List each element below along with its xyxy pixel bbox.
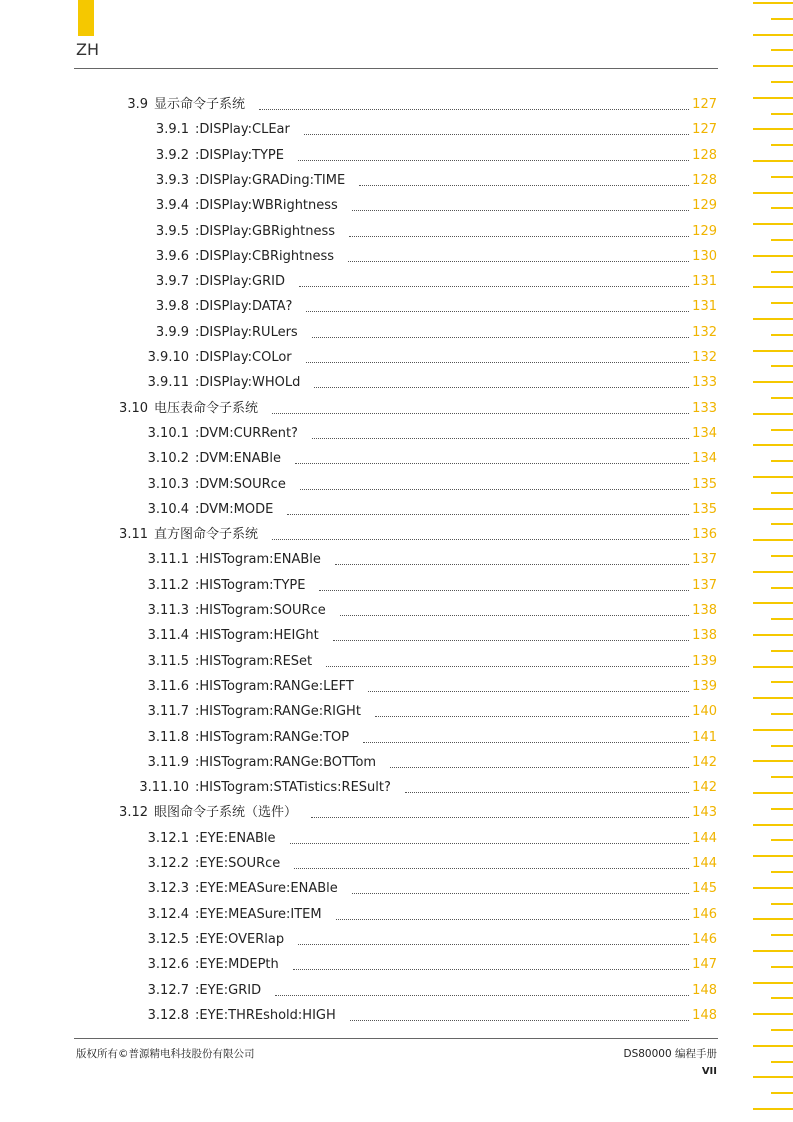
toc-entry[interactable] (0, 369, 717, 391)
ruler-tick (753, 350, 793, 352)
toc-entry-number: 3.12.2 (147, 856, 189, 871)
toc-entry[interactable] (0, 116, 717, 138)
ruler-tick (771, 176, 793, 178)
toc-dot-leader (298, 942, 689, 945)
toc-dot-leader (335, 562, 689, 565)
toc-entry-page: 132 (692, 324, 717, 340)
toc-entry[interactable] (0, 799, 717, 821)
footer-page-number: VII (701, 1066, 717, 1077)
toc-entry-page: 138 (692, 628, 717, 644)
toc-entry-title: :HISTogram:RANGe:BOTTom (195, 754, 377, 770)
toc-entry-title: :DISPlay:DATA? (195, 299, 293, 315)
toc-entry[interactable] (0, 901, 717, 923)
toc-entry-title: :DISPlay:TYPE (195, 147, 284, 163)
toc-entry-page: 140 (692, 704, 717, 720)
ruler-tick (753, 255, 793, 257)
toc-entry-page: 134 (692, 451, 717, 467)
toc-dot-leader (306, 360, 689, 363)
ruler-tick (753, 2, 793, 4)
toc-entry[interactable] (0, 243, 717, 265)
ruler-tick (771, 1061, 793, 1063)
toc-entry[interactable] (0, 622, 717, 644)
toc-entry[interactable] (0, 825, 717, 847)
toc-entry[interactable] (0, 875, 717, 897)
toc-entry-title: :DVM:ENABle (195, 451, 282, 467)
ruler-tick (771, 334, 793, 336)
toc-entry-page: 148 (692, 982, 717, 998)
toc-dot-leader (390, 765, 689, 768)
toc-entry-number: 3.12.5 (147, 931, 189, 947)
toc-entry-number: 3.12.3 (147, 881, 189, 897)
toc-entry-title: :EYE:MDEPth (195, 957, 279, 973)
toc-entry-number: 3.9.7 (155, 274, 189, 290)
toc-entry-page: 143 (692, 805, 717, 821)
ruler-tick (753, 666, 793, 668)
ruler-tick (771, 618, 793, 620)
toc-entry-page: 141 (692, 729, 717, 745)
ruler-tick (753, 792, 793, 794)
ruler-tick (753, 413, 793, 415)
toc-entry-page: 144 (692, 830, 717, 846)
toc-entry-title: :EYE:ENABle (195, 830, 276, 846)
toc-entry-title: :EYE:THREshold:HIGH (195, 1007, 336, 1023)
toc-entry-page: 144 (692, 856, 717, 871)
toc-entry-page: 142 (692, 754, 717, 770)
ruler-tick (753, 824, 793, 826)
toc-entry-title: :HISTogram:SOURce (195, 603, 326, 618)
ruler-tick (753, 65, 793, 67)
ruler-tick (771, 81, 793, 83)
toc-entry[interactable] (0, 445, 717, 467)
ruler-tick (753, 1013, 793, 1015)
ruler-tick (771, 776, 793, 778)
toc-entry-title: :DISPlay:GRID (195, 274, 285, 290)
ruler-tick (753, 318, 793, 320)
ruler-tick (753, 97, 793, 99)
toc-dot-leader (363, 740, 689, 743)
toc-entry-number: 3.10.3 (147, 476, 189, 492)
toc-entry[interactable] (0, 167, 717, 189)
toc-dot-leader (294, 866, 689, 869)
toc-entry-page: 145 (692, 881, 717, 897)
toc-entry-page: 133 (692, 400, 717, 416)
ruler-tick (753, 444, 793, 446)
toc-entry[interactable] (0, 597, 717, 619)
ruler-tick (771, 239, 793, 241)
toc-entry-number: 3.9.11 (147, 375, 189, 391)
toc-entry-page: 137 (692, 577, 717, 593)
toc-entry[interactable] (0, 749, 717, 771)
toc-entry-number: 3.12.1 (147, 830, 189, 846)
toc-entry-number: 3.9.9 (155, 324, 189, 340)
toc-entry[interactable] (0, 698, 717, 720)
toc-entry-number: 3.12.4 (147, 906, 189, 922)
toc-entry-title: :DISPlay:COLor (195, 350, 292, 365)
ruler-tick (771, 871, 793, 873)
toc-entry[interactable] (0, 319, 717, 341)
ruler-tick (753, 508, 793, 510)
toc-entry-number: 3.11.8 (147, 729, 189, 745)
toc-entry-title: :DVM:SOURce (195, 476, 286, 492)
ruler-tick (753, 1045, 793, 1047)
toc-entry-title: :EYE:GRID (195, 982, 262, 998)
toc-entry[interactable] (0, 724, 717, 746)
toc-entry-page: 138 (692, 603, 717, 618)
toc-entry-title: 电压表命令子系统 (154, 400, 259, 416)
ruler-tick (771, 271, 793, 273)
ruler-tick (771, 681, 793, 683)
toc-entry[interactable] (0, 648, 717, 670)
ruler-tick (771, 144, 793, 146)
ruler-tick (753, 729, 793, 731)
toc-entry-page: 129 (692, 198, 717, 214)
ruler-tick (753, 982, 793, 984)
toc-entry-title: 眼图命令子系统（选件） (154, 805, 298, 821)
ruler-tick (771, 207, 793, 209)
toc-entry-page: 132 (692, 350, 717, 365)
toc-entry[interactable] (0, 926, 717, 948)
toc-dot-leader (259, 107, 689, 110)
ruler-tick (771, 839, 793, 841)
toc-entry-number: 3.9.10 (147, 350, 189, 365)
language-tab-marker (78, 0, 94, 36)
side-ruler (745, 0, 793, 1122)
ruler-tick (753, 855, 793, 857)
ruler-tick (771, 934, 793, 936)
toc-entry[interactable] (0, 142, 717, 164)
toc-entry-number: 3.12.7 (147, 982, 189, 998)
toc-dot-leader (314, 385, 689, 388)
ruler-tick (771, 49, 793, 51)
ruler-tick (771, 492, 793, 494)
toc-dot-leader (319, 588, 689, 591)
toc-entry[interactable] (0, 1002, 717, 1024)
ruler-tick (771, 966, 793, 968)
toc-entry-number: 3.10.4 (147, 501, 189, 517)
toc-entry-page: 147 (692, 957, 717, 973)
toc-entry[interactable] (0, 521, 717, 543)
toc-entry-title: :HISTogram:RANGe:RIGHt (195, 704, 361, 720)
toc-dot-leader (300, 487, 689, 490)
toc-entry-title: 显示命令子系统 (154, 97, 246, 112)
ruler-tick (753, 34, 793, 36)
toc-entry-page: 139 (692, 678, 717, 694)
toc-entry-page: 136 (692, 527, 717, 543)
toc-entry-number: 3.10.2 (147, 451, 189, 467)
toc-entry-title: :DISPlay:WHOLd (195, 375, 301, 391)
ruler-tick (753, 286, 793, 288)
ruler-tick (753, 950, 793, 952)
toc-dot-leader (272, 411, 689, 414)
toc-dot-leader (326, 664, 689, 667)
ruler-tick (771, 903, 793, 905)
toc-dot-leader (359, 183, 689, 186)
ruler-tick (771, 745, 793, 747)
toc-entry-page: 129 (692, 223, 717, 239)
ruler-tick (753, 571, 793, 573)
ruler-tick (771, 1092, 793, 1094)
toc-dot-leader (352, 208, 689, 211)
toc-entry-title: :DISPlay:WBRightness (195, 198, 338, 214)
toc-entry-number: 3.9.5 (155, 223, 189, 239)
toc-dot-leader (290, 841, 690, 844)
toc-entry-title: :HISTogram:TYPE (195, 577, 306, 593)
toc-entry-title: :DVM:MODE (195, 501, 274, 517)
toc-dot-leader (312, 335, 689, 338)
ruler-tick (753, 476, 793, 478)
toc-entry-title: :HISTogram:STATistics:RESult? (195, 780, 391, 796)
ruler-tick (771, 650, 793, 652)
toc-entry[interactable] (0, 471, 717, 493)
toc-entry-number: 3.11.4 (147, 628, 189, 644)
toc-entry-page: 142 (692, 780, 717, 796)
toc-entry-page: 128 (692, 172, 717, 188)
toc-entry-number: 3.9.4 (155, 198, 189, 214)
toc-entry[interactable] (0, 395, 717, 417)
toc-entry[interactable] (0, 91, 717, 113)
toc-dot-leader (333, 638, 689, 641)
toc-dot-leader (275, 993, 689, 996)
toc-entry[interactable] (0, 572, 717, 594)
toc-entry-page: 139 (692, 653, 717, 669)
toc-entry-page: 135 (692, 476, 717, 492)
ruler-tick (753, 192, 793, 194)
footer-divider (74, 1038, 718, 1039)
toc-dot-leader (311, 815, 689, 818)
toc-dot-leader (304, 132, 689, 135)
toc-dot-leader (298, 158, 689, 161)
toc-dot-leader (340, 613, 689, 616)
toc-dot-leader (350, 1018, 689, 1021)
toc-entry-title: :EYE:MEASure:ITEM (195, 906, 322, 922)
toc-entry-title: :DISPlay:GRADing:TIME (195, 172, 346, 188)
toc-dot-leader (375, 714, 689, 717)
toc-entry-number: 3.11.2 (147, 577, 189, 593)
ruler-tick (771, 397, 793, 399)
toc-entry-title: :DVM:CURRent? (195, 425, 298, 441)
toc-entry-page: 131 (692, 299, 717, 315)
toc-entry-number: 3.11.6 (147, 678, 189, 694)
toc-entry-number: 3.10.1 (147, 425, 189, 441)
toc-entry[interactable] (0, 673, 717, 695)
toc-entry-number: 3.11.9 (147, 754, 189, 770)
toc-entry-page: 127 (692, 122, 717, 138)
toc-entry-number: 3.9.1 (155, 122, 189, 138)
toc-entry-page: 146 (692, 906, 717, 922)
language-label: ZH (76, 40, 99, 59)
toc-entry-number: 3.11.7 (147, 704, 189, 720)
ruler-tick (753, 1076, 793, 1078)
toc-entry-page: 137 (692, 552, 717, 568)
toc-dot-leader (293, 967, 689, 970)
toc-entry-number: 3.11 (119, 527, 148, 543)
toc-dot-leader (306, 309, 689, 312)
toc-entry-page: 135 (692, 501, 717, 517)
toc-entry[interactable] (0, 977, 717, 999)
ruler-tick (753, 539, 793, 541)
toc-entry-number: 3.12 (119, 805, 148, 821)
ruler-tick (771, 113, 793, 115)
toc-entry-title: :HISTogram:RANGe:LEFT (195, 678, 354, 694)
toc-entry-title: :HISTogram:RANGe:TOP (195, 729, 350, 745)
toc-entry[interactable] (0, 850, 717, 872)
toc-entry-number: 3.11.5 (147, 653, 189, 669)
ruler-tick (753, 697, 793, 699)
toc-entry-page: 127 (692, 97, 717, 112)
toc-entry-number: 3.9.8 (155, 299, 189, 315)
ruler-tick (771, 1029, 793, 1031)
ruler-tick (753, 634, 793, 636)
toc-dot-leader (336, 917, 689, 920)
toc-entry-number: 3.10 (119, 400, 148, 416)
ruler-tick (753, 160, 793, 162)
toc-dot-leader (295, 461, 689, 464)
toc-dot-leader (405, 790, 689, 793)
ruler-tick (771, 555, 793, 557)
toc-dot-leader (287, 512, 689, 515)
toc-entry[interactable] (0, 192, 717, 214)
toc-entry-page: 130 (692, 248, 717, 264)
toc-entry-title: :DISPlay:CLEar (195, 122, 290, 138)
toc-entry-title: 直方图命令子系统 (154, 527, 259, 543)
toc-entry-title: :HISTogram:RESet (195, 653, 313, 669)
toc-entry[interactable] (0, 293, 717, 315)
toc-entry-number: 3.11.1 (147, 552, 189, 568)
toc-entry-number: 3.9.2 (155, 147, 189, 163)
toc-entry-number: 3.12.6 (147, 957, 189, 973)
toc-dot-leader (352, 891, 689, 894)
ruler-tick (771, 713, 793, 715)
toc-dot-leader (349, 234, 689, 237)
toc-entry[interactable] (0, 420, 717, 442)
ruler-tick (753, 887, 793, 889)
toc-entry-title: :EYE:MEASure:ENABle (195, 881, 338, 897)
ruler-tick (771, 18, 793, 20)
header-divider (74, 68, 718, 69)
ruler-tick (771, 365, 793, 367)
footer-manual-title: DS80000 编程手册 (623, 1048, 717, 1060)
ruler-tick (753, 1108, 793, 1110)
toc-entry-number: 3.11.3 (147, 603, 189, 618)
ruler-tick (771, 302, 793, 304)
ruler-tick (753, 918, 793, 920)
ruler-tick (753, 381, 793, 383)
toc-dot-leader (272, 537, 689, 540)
toc-entry-number: 3.12.8 (147, 1007, 189, 1023)
toc-entry-title: :EYE:SOURce (195, 856, 281, 871)
toc-entry-title: :EYE:OVERlap (195, 931, 285, 947)
ruler-tick (771, 523, 793, 525)
toc-entry-page: 128 (692, 147, 717, 163)
toc-entry-number: 3.9.3 (155, 172, 189, 188)
toc-entry[interactable] (0, 951, 717, 973)
toc-entry-number: 3.9.6 (155, 248, 189, 264)
toc-entry-number: 3.11.10 (139, 780, 189, 796)
ruler-tick (753, 223, 793, 225)
toc-entry-page: 134 (692, 425, 717, 441)
toc-entry[interactable] (0, 218, 717, 240)
toc-entry-title: :DISPlay:GBRightness (195, 223, 336, 239)
ruler-tick (771, 460, 793, 462)
toc-entry-page: 146 (692, 931, 717, 947)
ruler-tick (771, 587, 793, 589)
toc-entry-page: 148 (692, 1007, 717, 1023)
toc-entry-title: :DISPlay:CBRightness (195, 248, 335, 264)
toc-entry-page: 131 (692, 274, 717, 290)
ruler-tick (771, 997, 793, 999)
toc-entry[interactable] (0, 344, 717, 366)
toc-entry-title: :HISTogram:HEIGht (195, 628, 319, 644)
toc-dot-leader (299, 284, 689, 287)
ruler-tick (753, 128, 793, 130)
ruler-tick (771, 808, 793, 810)
toc-entry-title: :HISTogram:ENABle (195, 552, 321, 568)
toc-dot-leader (348, 259, 689, 262)
ruler-tick (771, 429, 793, 431)
toc-entry[interactable] (0, 546, 717, 568)
ruler-tick (753, 602, 793, 604)
toc-dot-leader (368, 689, 689, 692)
toc-entry[interactable] (0, 496, 717, 518)
toc-entry-page: 133 (692, 375, 717, 391)
ruler-tick (753, 760, 793, 762)
toc-entry-number: 3.9 (127, 97, 148, 112)
toc-entry[interactable] (0, 268, 717, 290)
toc-entry-title: :DISPlay:RULers (195, 324, 298, 340)
footer-copyright: 版权所有©普源精电科技股份有限公司 (76, 1048, 255, 1060)
toc-entry[interactable] (0, 774, 717, 796)
toc-dot-leader (312, 436, 689, 439)
